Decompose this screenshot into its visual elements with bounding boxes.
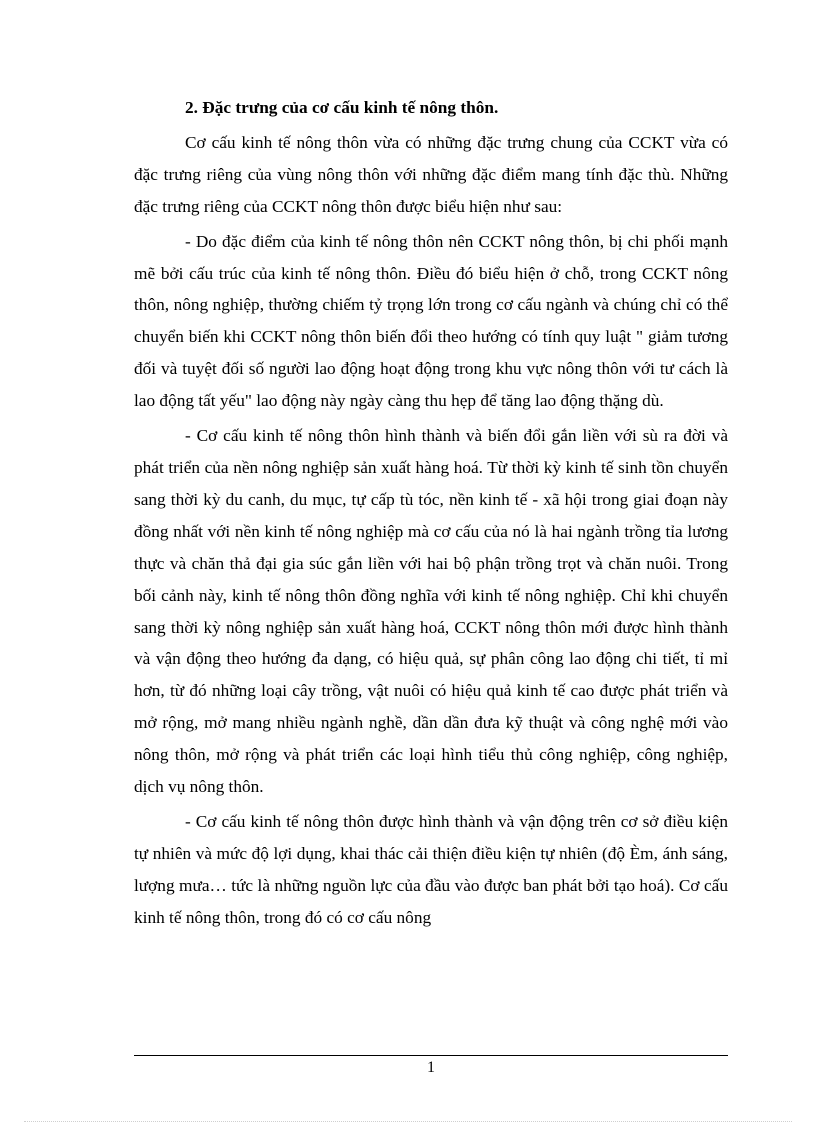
footer-divider [134,1055,728,1056]
page-number: 1 [427,1059,435,1076]
paragraph-intro: Cơ cấu kinh tế nông thôn vừa có những đặc trưng chung của CCKT vừa có đặc trưng riêng của vùng nông thôn với những đặc điểm mang tính đặc thù. Những đặc trưng riêng của CCKT nông thôn được biểu hiện như sau: [134,132,728,216]
page-bottom-edge [24,1121,792,1122]
paragraph-point-3: - Cơ cấu kinh tế nông thôn được hình thành và vận động trên cơ sở điều kiện tự nhiên và mức độ lợi dụng, khai thác cải thiện điều kiện tự nhiên (độ Èm, ánh sáng, lượng mưa… tức là những nguồn lực của đầu vào được ban phát bởi tạo hoá). Cơ cấu kinh tế nông thôn, trong đó có cơ cấu nông [134,811,728,927]
paragraph-point-1: - Do đặc điểm của kinh tế nông thôn nên CCKT nông thôn, bị chi phối mạnh mẽ bởi cấu trúc của kinh tế nông thôn. Điều đó biểu hiện ở chỗ, trong CCKT nông thôn, nông nghiệp, thường chiếm tỷ trọng lớn trong cơ cấu ngành và chúng chỉ có thể chuyển biến khi CCKT nông thôn biến đổi theo hướng có tính quy luật " giảm tương đối và tuyệt đối số người lao động hoạt động trong khu vực nông thôn với tư cách là lao động tất yếu" lao động này ngày càng thu hẹp để tăng lao động thặng dù. [134,231,728,411]
section-heading: 2. Đặc trưng của cơ cấu kinh tế nông thôn. [185,98,499,117]
paragraph-point-2: - Cơ cấu kinh tế nông thôn hình thành và biến đổi gắn liền với sù ra đời và phát triển của nền nông nghiệp sản xuất hàng hoá. Từ thời kỳ kinh tế sinh tồn chuyển sang thời kỳ du canh, du mục, tự cấp tù tóc, nền kinh tế - xã hội trong giai đoạn này đồng nhất với nền kinh tế nông nghiệp mà cơ cấu của nó là hai ngành trồng tỉa lương thực và chăn thả đại gia súc gắn liền với hai bộ phận trồng trọt và chăn nuôi. Trong bối cảnh này, kinh tế nông thôn đồng nghĩa với kinh tế nông nghiệp. Chỉ khi chuyển sang thời kỳ nông nghiệp sản xuất hàng hoá, CCKT nông thôn mới được hình thành và vận động theo hướng đa dạng, có hiệu quả, sự phân công lao động chi tiết, tỉ mỉ hơn, từ đó những loại cây trồng, vật nuôi có hiệu quả kinh tế cao được phát triển và mở rộng, mở mang nhiều ngành nghề, dần dần đưa kỹ thuật và công nghệ mới vào nông thôn, mở rộng và phát triển các loại hình tiểu thủ công nghiệp, công nghiệp, dịch vụ nông thôn. [134,426,728,797]
document-body [134,92,728,937]
